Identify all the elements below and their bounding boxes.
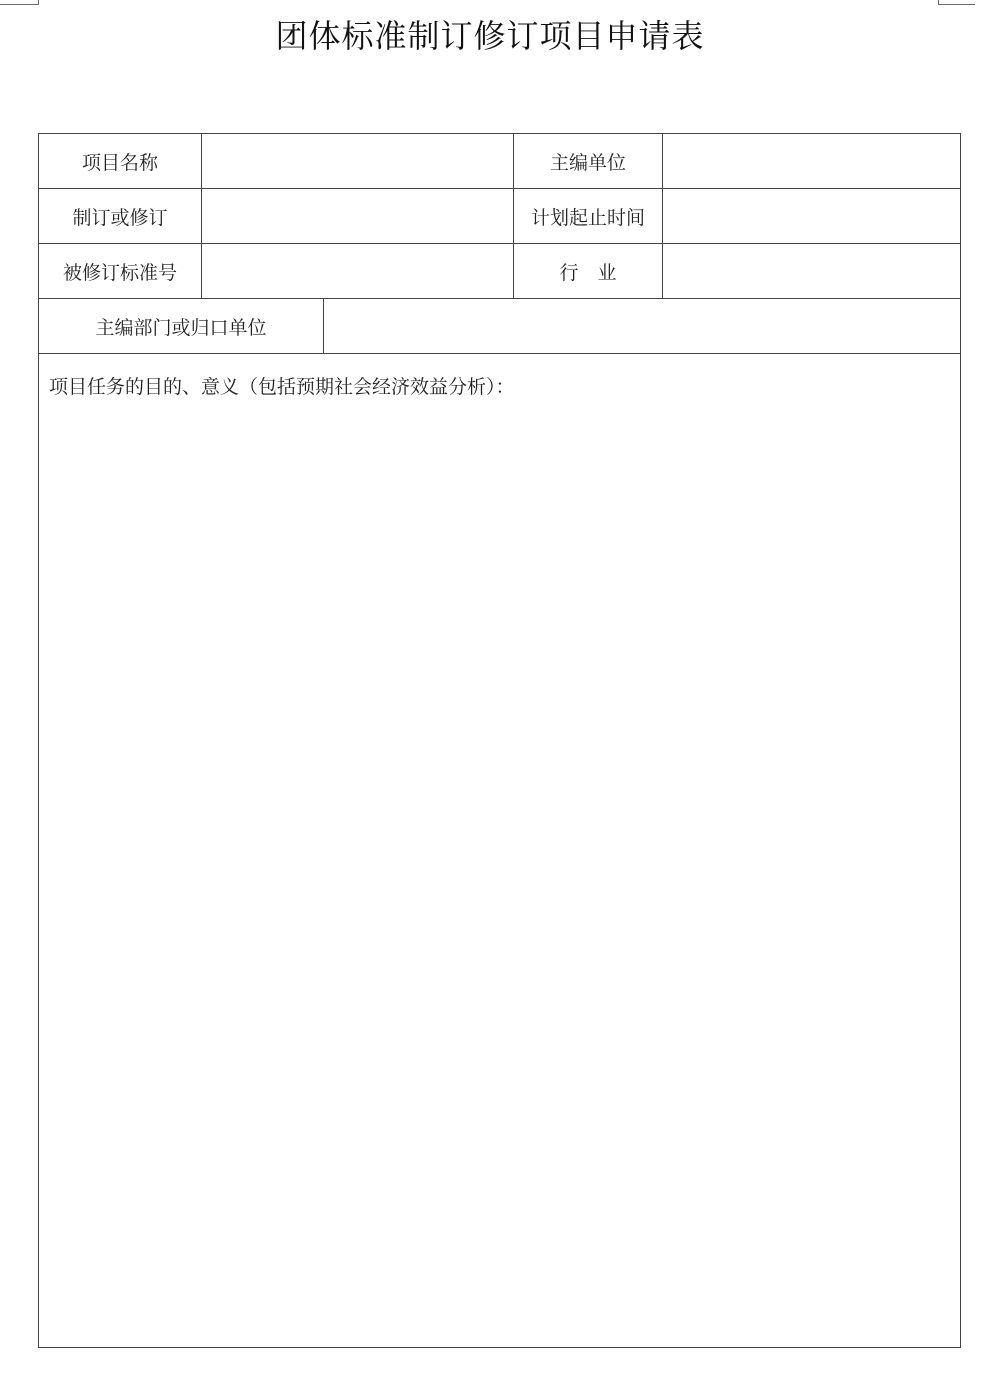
revised-standard-no-field[interactable] [202, 244, 514, 298]
project-name-label: 项目名称 [39, 134, 202, 188]
purpose-section[interactable] [39, 354, 960, 1347]
page-title: 团体标准制订修订项目申请表 [275, 17, 705, 55]
application-form-table [38, 133, 961, 1348]
project-name-field[interactable] [202, 134, 514, 188]
industry-field[interactable] [663, 244, 959, 298]
crop-mark-right [938, 0, 975, 5]
form-row-revised-standard [39, 244, 960, 299]
revision-type-field[interactable] [202, 189, 514, 243]
department-label: 主编部门或归口单位 [39, 299, 324, 353]
form-row-department [39, 299, 960, 354]
department-field[interactable] [324, 299, 959, 353]
form-row-project-name [39, 134, 960, 189]
chief-editor-unit-label: 主编单位 [514, 134, 663, 188]
revision-type-label: 制订或修订 [39, 189, 202, 243]
industry-label: 行 业 [514, 244, 663, 298]
revised-standard-no-label: 被修订标准号 [39, 244, 202, 298]
form-row-revision-type [39, 189, 960, 244]
chief-editor-unit-field[interactable] [663, 134, 959, 188]
planned-period-label: 计划起止时间 [514, 189, 663, 243]
purpose-label: 项目任务的目的、意义（包括预期社会经济效益分析）： [49, 376, 515, 398]
planned-period-field[interactable] [663, 189, 959, 243]
crop-mark-left [0, 0, 39, 5]
